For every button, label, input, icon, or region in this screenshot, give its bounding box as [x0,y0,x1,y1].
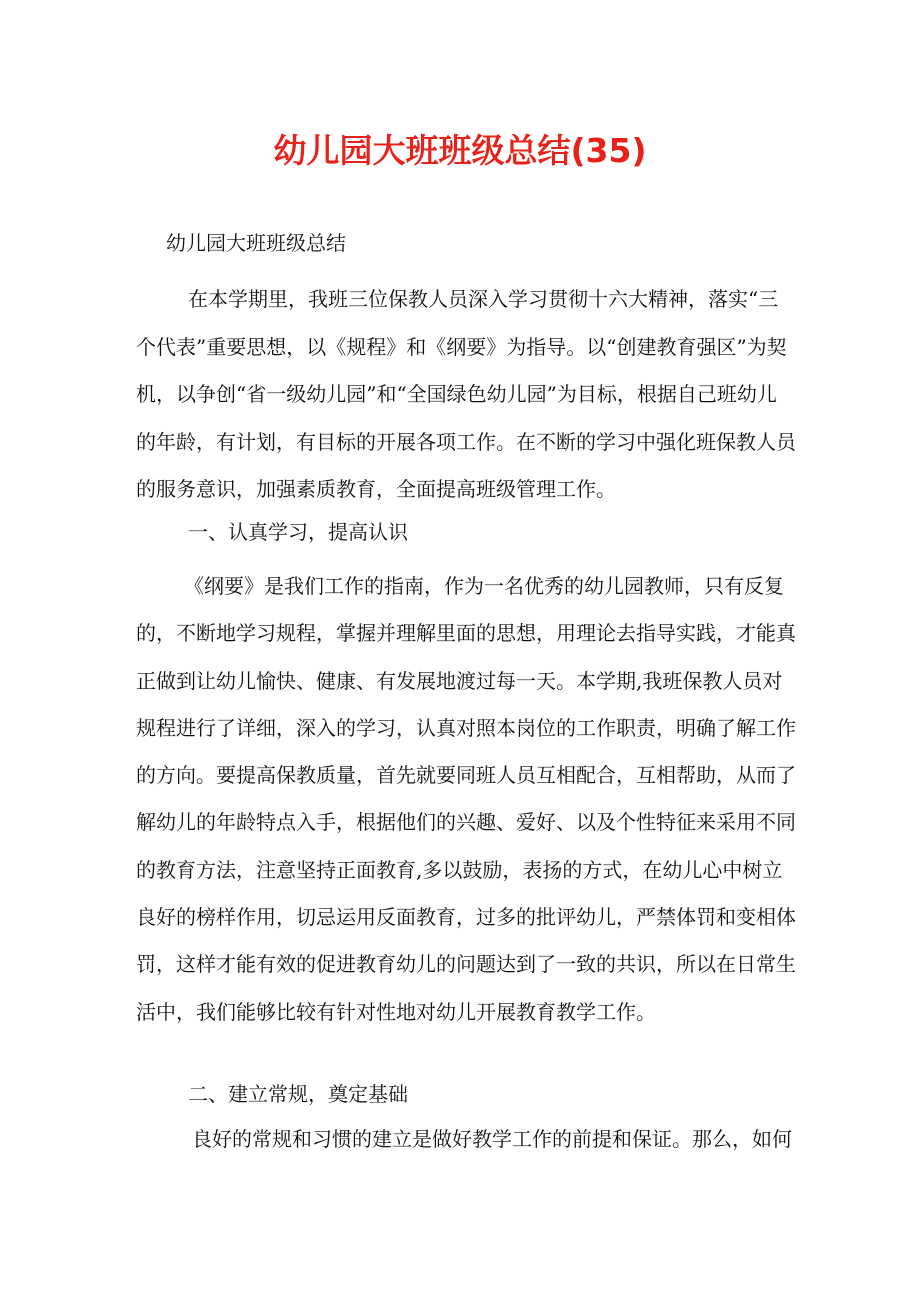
document-subtitle: 幼儿园大班班级总结 [166,231,346,255]
paragraph-study: 《纲要》是我们工作的指南，作为一名优秀的幼儿园教师，只有反复的，不断地学习规程，掌握并理解里面的思想，用理论去指导实践，才能真正做到让幼儿愉快、健康、有发展地渡过每一天。本学期,我班保教人员对规程进行了详细，深入的学习，认真对照本岗位的工作职责，明确了解工作的方向。要提高保教质量，首先就要同班人员互相配合，互相帮助，从而了解幼儿的年龄特点入手，根据他们的兴趣、爱好、以及个性特征来采用不同的教育方法，注意坚持正面教育,多以鼓励，表扬的方式，在幼儿心中树立良好的榜样作用，切忌运用反面教育，过多的批评幼儿，严禁体罚和变相体罚，这样才能有效的促进教育幼儿的问题达到了一致的共识，所以在日常生活中，我们能够比较有针对性地对幼儿开展教育教学工作。 [136,574,796,1024]
document-title: 幼儿园大班班级总结(35) [273,131,647,170]
section-heading-2: 二、建立常规，奠定基础 [188,1082,408,1106]
section-heading-1: 一、认真学习，提高认识 [188,520,408,544]
paragraph-intro: 在本学期里，我班三位保教人员深入学习贯彻十六大精神，落实“三个代表”重要思想，以《规程》和《纲要》为指导。以“创建教育强区”为契机，以争创“省一级幼儿园”和“全国绿色幼儿园”为目标，根据自己班幼儿的年龄，有计划，有目标的开展各项工作。在不断的学习中强化班保教人员的服务意识，加强素质教育，全面提高班级管理工作。 [136,287,796,501]
paragraph-routine: 良好的常规和习惯的建立是做好教学工作的前提和保证。那么，如何 [192,1127,792,1151]
